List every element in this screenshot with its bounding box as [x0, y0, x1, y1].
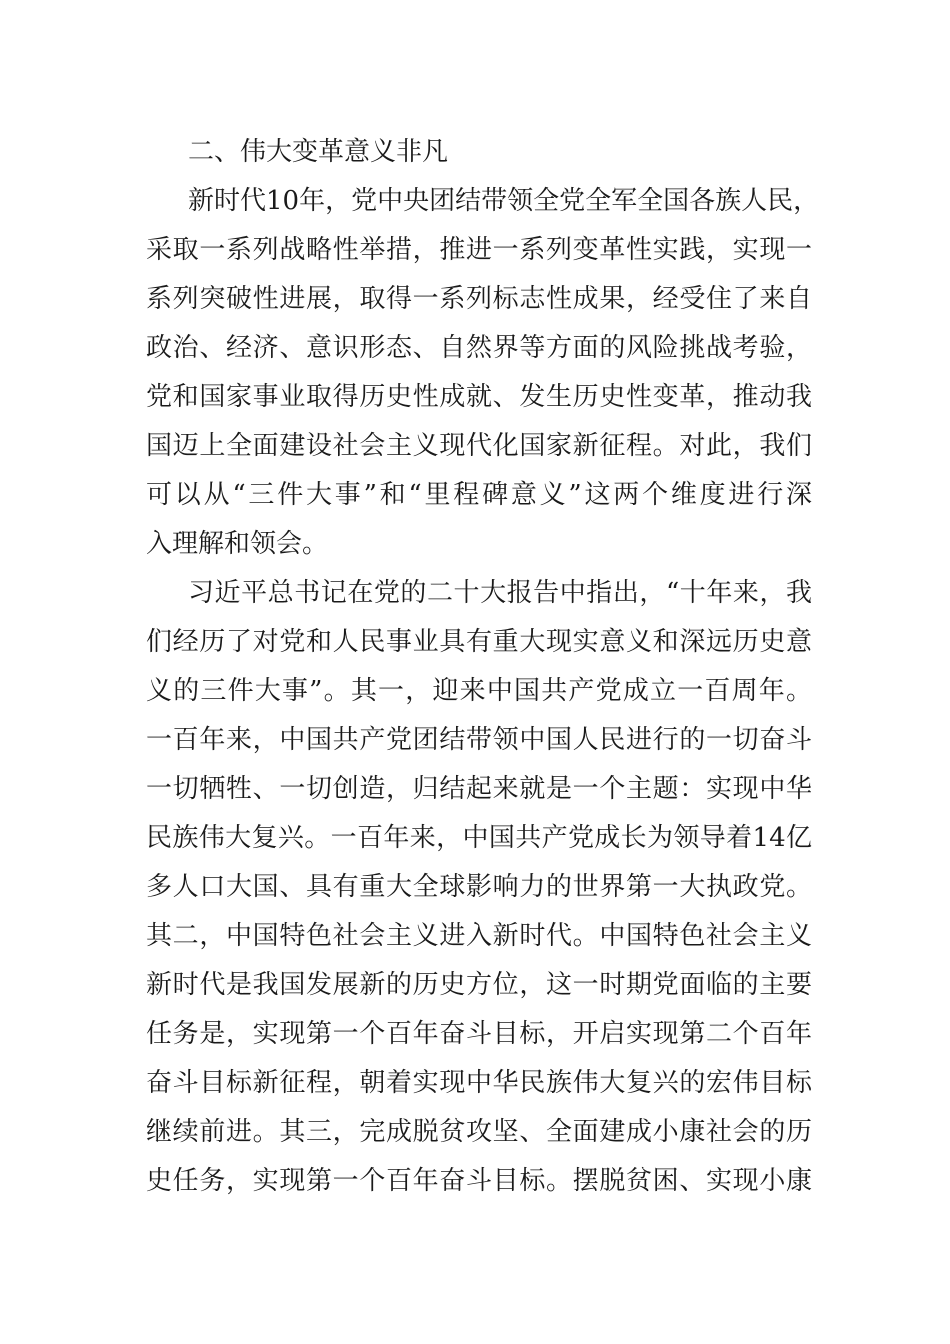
paragraph-line: 义的三件大事”。其一，迎来中国共产党成立一百周年。: [146, 676, 812, 706]
paragraph-line: 民族伟大复兴。一百年来，中国共产党成长为领导着14亿: [146, 823, 812, 853]
paragraph-line: 一百年来，中国共产党团结带领中国人民进行的一切奋斗: [146, 725, 812, 755]
paragraph-line: 奋斗目标新征程，朝着实现中华民族伟大复兴的宏伟目标: [146, 1068, 812, 1098]
paragraph-line: 任务是，实现第一个百年奋斗目标，开启实现第二个百年: [146, 1019, 812, 1049]
paragraph-line: 采取一系列战略性举措，推进一系列变革性实践，实现一: [146, 235, 812, 265]
paragraph-line: 们经历了对党和人民事业具有重大现实意义和深远历史意: [146, 627, 812, 657]
paragraph-line: 其二，中国特色社会主义进入新时代。中国特色社会主义: [146, 921, 812, 951]
paragraph-line: 习近平总书记在党的二十大报告中指出，“十年来，我: [188, 578, 812, 608]
paragraph-line: 国迈上全面建设社会主义现代化国家新征程。对此，我们: [146, 431, 812, 461]
paragraph-2: [146, 569, 812, 1206]
paragraph-line: 史任务，实现第一个百年奋斗目标。摆脱贫困、实现小康: [146, 1166, 812, 1196]
document-body: [146, 128, 820, 1206]
paragraph-line: 入理解和领会。: [146, 529, 329, 559]
paragraph-1: [146, 177, 820, 569]
paragraph-line: 系列突破性进展，取得一系列标志性成果，经受住了来自: [146, 284, 812, 314]
paragraph-line: 党和国家事业取得历史性成就、发生历史性变革，推动我: [146, 382, 812, 412]
paragraph-line: 多人口大国、具有重大全球影响力的世界第一大执政党。: [146, 872, 812, 902]
section-heading: 二、伟大变革意义非凡: [188, 137, 449, 167]
paragraph-line: 继续前进。其三，完成脱贫攻坚、全面建成小康社会的历: [146, 1117, 812, 1147]
paragraph-line: 一切牺牲、一切创造，归结起来就是一个主题：实现中华: [146, 774, 812, 804]
paragraph-line: 新时代是我国发展新的历史方位，这一时期党面临的主要: [146, 970, 812, 1000]
paragraph-line: 新时代10年，党中央团结带领全党全军全国各族人民，: [188, 186, 820, 216]
paragraph-line: 政治、经济、意识形态、自然界等方面的风险挑战考验，: [146, 333, 812, 363]
paragraph-line: 可以从“三件大事”和“里程碑意义”这两个维度进行深: [146, 480, 812, 510]
